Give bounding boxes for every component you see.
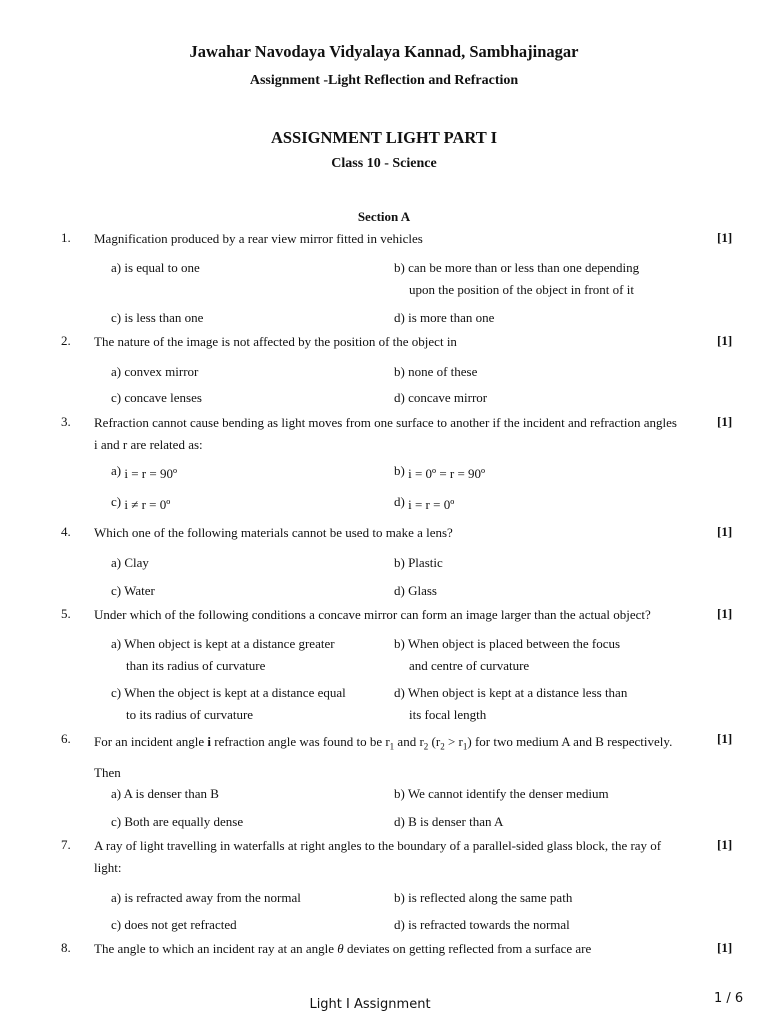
question-number: 6. xyxy=(61,731,71,746)
question-text: Refraction cannot cause bending as light moves from one surface to another if the incident and refraction angles i and r are related as: xyxy=(94,415,677,452)
school-name: Jawahar Navodaya Vidyalaya Kannad, Sambhajinagar xyxy=(189,42,579,61)
marks: [1] xyxy=(717,940,733,955)
marks: [1] xyxy=(717,837,733,852)
option-d: d) concave mirror xyxy=(394,390,488,405)
question-number: 8. xyxy=(61,940,71,955)
question-number: 2. xyxy=(61,333,71,348)
option-c: c) concave lenses xyxy=(111,390,202,405)
option-a: a) convex mirror xyxy=(111,364,199,379)
option-b: b) is reflected along the same path xyxy=(394,890,573,905)
question-text: The nature of the image is not affected by the position of the object in xyxy=(94,334,457,349)
footer-title: Light I Assignment xyxy=(309,997,431,1012)
option-a: a) i = r = 90º xyxy=(111,463,177,481)
option-a: a) is equal to one xyxy=(111,260,200,275)
part-title: ASSIGNMENT LIGHT PART I xyxy=(270,128,498,147)
marks: [1] xyxy=(717,731,733,746)
question-number: 4. xyxy=(61,524,71,539)
option-b: b) We cannot identify the denser medium xyxy=(394,786,609,801)
class-label: Class 10 - Science xyxy=(331,156,437,171)
question-text: For an incident angle i refraction angle was found to be $r_1$ and $r_2$ $(r_2 > r_1)$ for two medium A and B respectively. Then xyxy=(94,734,673,780)
option-c: c) is less than one xyxy=(111,310,204,325)
option-d: d) B is denser than A xyxy=(394,814,504,829)
marks: [1] xyxy=(717,230,733,245)
question-number: 5. xyxy=(61,606,71,621)
option-d: d) When object is kept at a distance less than its focal length xyxy=(394,685,628,722)
question-number: 1. xyxy=(61,230,71,245)
option-b: b) Plastic xyxy=(394,555,443,570)
marks: [1] xyxy=(717,333,733,348)
marks: [1] xyxy=(717,606,733,621)
question-text: The angle to which an incident ray at an angle θ deviates on getting reflected from a surface are xyxy=(94,941,592,956)
question-text: Magnification produced by a rear view mirror fitted in vehicles xyxy=(94,231,423,246)
question-text: Under which of the following conditions a concave mirror can form an image larger than the actual object? xyxy=(94,607,651,622)
option-d: d) is more than one xyxy=(394,310,495,325)
option-b: b) can be more than or less than one depending upon the position of the object in front of it xyxy=(394,260,640,297)
option-b: b) When object is placed between the focus and centre of curvature xyxy=(394,636,621,673)
marks: [1] xyxy=(717,414,733,429)
question-number: 7. xyxy=(61,837,71,852)
option-b: b) i = 0º = r = 90º xyxy=(394,463,486,481)
question-text: A ray of light travelling in waterfalls at right angles to the boundary of a parallel-sided glass block, the ray of light: xyxy=(94,838,662,875)
option-c: c) i ≠ r = 0º xyxy=(111,494,171,512)
option-c: c) does not get refracted xyxy=(111,917,237,932)
option-a: a) is refracted away from the normal xyxy=(111,890,301,905)
option-d: d) Glass xyxy=(394,583,437,598)
option-a: a) When object is kept at a distance greater than its radius of curvature xyxy=(111,636,335,673)
option-a: a) Clay xyxy=(111,555,149,570)
theta-symbol: θ xyxy=(337,941,344,956)
option-b: b) none of these xyxy=(394,364,478,379)
option-d: d) i = r = 0º xyxy=(394,494,455,512)
assignment-title: Assignment -Light Reflection and Refraction xyxy=(249,73,519,88)
option-c: c) Water xyxy=(111,583,155,598)
question-text: Which one of the following materials cannot be used to make a lens? xyxy=(94,525,453,540)
option-c: c) Both are equally dense xyxy=(111,814,244,829)
section-heading: Section A xyxy=(357,209,411,224)
marks: [1] xyxy=(717,524,733,539)
question-number: 3. xyxy=(61,414,71,429)
option-a: a) A is denser than B xyxy=(111,786,219,801)
option-d: d) is refracted towards the normal xyxy=(394,917,570,932)
page-number: 1 / 6 xyxy=(714,991,744,1006)
option-c: c) When the object is kept at a distance equal to its radius of curvature xyxy=(111,685,346,722)
